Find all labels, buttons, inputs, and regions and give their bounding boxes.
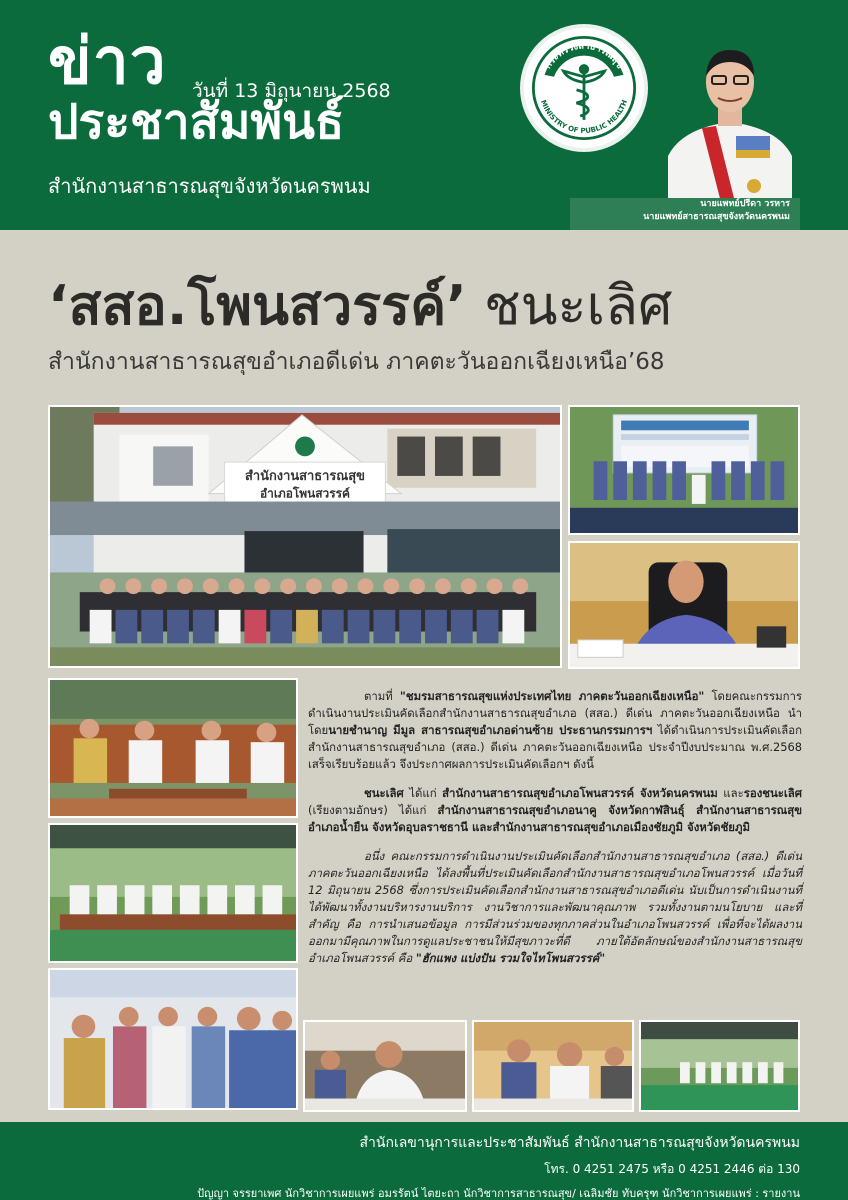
photo-office-building-group <box>48 405 562 668</box>
p1-body: โดยคณะกรรมการดำเนินงานประเมินคัดเลือกสำนักงานสาธารณสุขอำเภอ (สสอ.) ดีเด่น ภาคตะวันออกเฉียงเหนือ นำโดย <box>308 689 802 737</box>
p2-connector: ได้แก่ <box>403 786 443 800</box>
p2-runnerups: สำนักงานสาธารณสุขอำเภอนาคู จังหวัดกาฬสินธุ์ สำนักงานสาธารณสุขอำเภอน้ำยืน จังหวัดอุบลราชธานี และสำนักงานสาธารณสุขอำเภอเมืองชัยภูมิ จังหวัดชัยภูมิ <box>308 803 802 834</box>
chief-title: นายแพทย์สาธารณสุขจังหวัดนครพนม <box>643 212 790 222</box>
p2-winner-label: ชนะเลิศ <box>364 786 404 800</box>
building-sign-line2: อำเภอโพนสวรรค์ <box>260 486 350 501</box>
p1-association: "ชมรมสาธารณสุขแห่งประเทศไทย ภาคตะวันออกเฉียงเหนือ" <box>399 689 705 703</box>
photo-speaker-meeting <box>568 541 800 669</box>
photo-outdoor-pavilion <box>639 1020 800 1112</box>
p1-chair: นายชำนาญ มีมูล สาธารณสุขอำเภอด่านซ้าย ประธานกรรมการฯ <box>328 723 653 737</box>
footer-banner <box>0 1122 848 1200</box>
p1-intro: ตามที่ <box>364 689 400 703</box>
photo-meeting-speaker-2 <box>472 1020 634 1112</box>
p2-runnerup-label: รองชนะเลิศ <box>743 786 803 800</box>
logo-thai-text: กระทรวงสาธารณสุข <box>542 40 626 71</box>
headline-rest: ชนะเลิศ <box>466 274 673 337</box>
article-paragraph-3 <box>308 848 802 967</box>
p3-motto: "ฮักแพง แบ่งปัน รวมใจไทโพนสวรรค์" <box>415 951 606 965</box>
ministry-logo <box>520 24 648 152</box>
logo-english-text: MINISTRY OF PUBLIC HEALTH <box>538 98 630 136</box>
article-paragraph-2 <box>308 785 802 836</box>
p1-result: ได้ดำเนินการประเมินคัดเลือกสำนักงานสาธารณสุขอำเภอ (สสอ.) ดีเด่น ภาคตะวันออกเฉียงเหนือ ประจำปีงบประมาณ พ.ศ.2568 เสร็จเรียบร้อยแล้ว จึงประกาศผลการประเมินคัดเลือกฯ ดังนี้ <box>308 723 802 771</box>
photo-seated-guests <box>48 678 298 818</box>
news-heading: ข่าว <box>48 25 167 99</box>
news-date: วันที่ 13 มิถุนายน 2568 <box>192 80 391 102</box>
chief-name: นายแพทย์ปรีดา วรหาร <box>700 199 790 209</box>
photo-standing-officials <box>48 968 298 1110</box>
p2-order-note: (เรียงตามอักษร) ได้แก่ <box>308 803 438 817</box>
provincial-office-name: สำนักงานสาธารณสุขจังหวัดนครพนม <box>48 174 371 198</box>
building-sign-line1: สำนักงานสาธารณสุข <box>245 468 365 484</box>
article-body <box>308 688 802 979</box>
footer-office: สำนักเลขานุการและประชาสัมพันธ์ สำนักงานสาธารณสุขจังหวัดนครพนม <box>359 1135 800 1151</box>
header-banner <box>0 0 848 230</box>
photo-stage-group <box>568 405 800 535</box>
footer-phone: โทร. 0 4251 2475 หรือ 0 4251 2446 ต่อ 130 <box>544 1162 800 1176</box>
p2-and: และ <box>717 786 744 800</box>
chief-caption <box>570 198 800 230</box>
headline-bold: ‘สสอ.โพนสวรรค์’ <box>48 274 467 337</box>
p2-winner: สำนักงานสาธารณสุขอำเภอโพนสวรรค์ จังหวัดนครพนม <box>442 786 718 800</box>
p3-body: อนึ่ง คณะกรรมการดำเนินงานประเมินคัดเลือกสำนักงานสาธารณสุขอำเภอ (สสอ.) ดีเด่น ภาคตะวันออกเฉียงเหนือ ได้ลงพื้นที่ประเมินคัดเลือกสำนักงานสาธารณสุขอำเภอโพนสวรรค์ เมื่อวันที่ 12 มิถุนายน 2568 ซึ่งการประเมินคัดเลือกสำนักงานสาธารณสุขอำเภอดีเด่น นับเป็นการดำเนินงานที่ได้พัฒนาทั้งงานบริหารงานบริการ งานวิชาการและพัฒนาคุณภาพ รวมทั้งงานตามนโยบาย และที่สำคัญ คือ การนำเสนอข้อมูล การมีส่วนร่วมของทุกภาคส่วนในอำเภอโพนสวรรค์ เพื่อที่จะได้ผลงานออกมามีคุณภาพในการดูแลประชาชนให้มีสุขภาวะที่ดี ภายใต้อัตลักษณ์ของสำนักงานสาธารณสุขอำเภอโพนสวรรค์ คือ <box>308 849 802 965</box>
footer-reporters: ปัญญา จรรยาเพศ นักวิชาการเผยแพร่ อมรรัตน์ ไตยะถา นักวิชาการสาธารณสุข/ เฉลิมชัย ทับครุฑ นักวิชาการเผยแพร่ : รายงาน <box>197 1187 800 1200</box>
photo-pavilion-seating <box>48 823 298 963</box>
subheadline: สำนักงานสาธารณสุขอำเภอดีเด่น ภาคตะวันออกเฉียงเหนือ’68 <box>48 349 665 375</box>
pr-heading: ประชาสัมพันธ์ <box>48 94 345 150</box>
headline <box>48 262 672 348</box>
photo-meeting-speaker-1 <box>303 1020 467 1112</box>
article-paragraph-1 <box>308 688 802 773</box>
